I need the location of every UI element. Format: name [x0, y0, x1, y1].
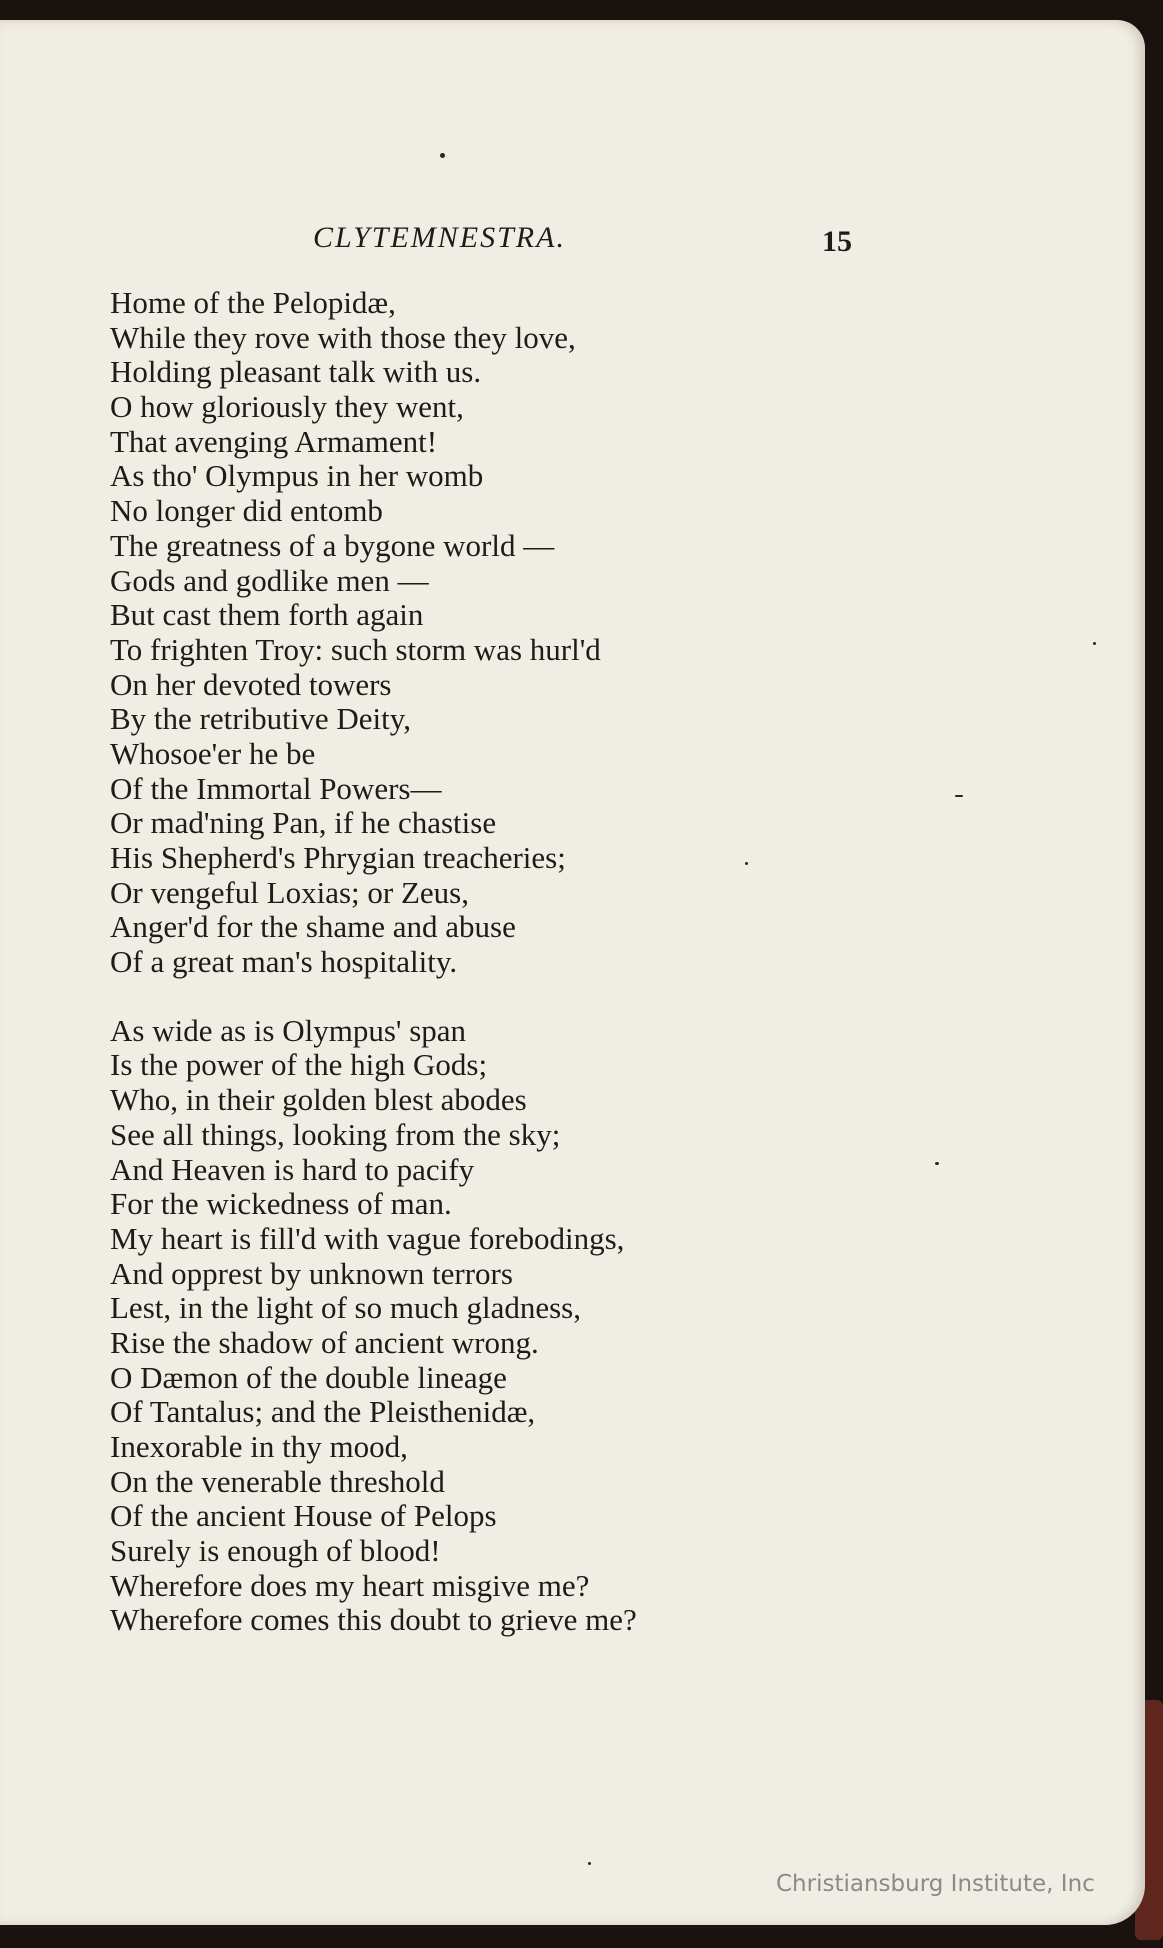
poem-line: By the retributive Deity,: [110, 701, 412, 737]
poem-line: Anger'd for the shame and abuse: [110, 909, 516, 945]
ink-speck: [1093, 642, 1096, 645]
poem-line: On the venerable threshold: [110, 1463, 445, 1499]
poem-line: Or vengeful Loxias; or Zeus,: [110, 874, 469, 910]
poem-line: The greatness of a bygone world —: [110, 527, 555, 563]
poem-line: Of Tantalus; and the Pleisthenidæ,: [110, 1394, 536, 1430]
poem-line: His Shepherd's Phrygian treacheries;: [110, 840, 566, 875]
poem-line: Rise the shadow of ancient wrong.: [110, 1324, 539, 1360]
watermark: Christiansburg Institute, Inc: [776, 1871, 1095, 1897]
page-header: [0, 203, 1145, 263]
poem-line: Wherefore does my heart misgive me?: [110, 1567, 590, 1603]
poem-line: On her devoted towers: [110, 666, 392, 702]
ink-speck: [440, 153, 445, 158]
poem-text: [110, 286, 1010, 1638]
poem-line: Home of the Pelopidæ,: [110, 285, 396, 320]
poem-line: But cast them forth again: [110, 597, 424, 633]
poem-line: While they rove with those they love,: [110, 319, 576, 355]
poem-line: Of the ancient House of Pelops: [110, 1498, 497, 1534]
poem-line: My heart is fill'd with vague forebodings,: [110, 1220, 625, 1256]
poem-line: Lest, in the light of so much gladness,: [110, 1290, 581, 1326]
poem-line: Is the power of the high Gods;: [110, 1047, 488, 1083]
stanza: [110, 286, 1010, 980]
poem-line: O how gloriously they went,: [110, 389, 464, 425]
poem-line: Or mad'ning Pan, if he chastise: [110, 805, 497, 841]
book-page: [0, 20, 1145, 1925]
poem-line: As wide as is Olympus' span: [110, 1012, 467, 1048]
stanza: [110, 1014, 1010, 1638]
poem-line: Wherefore comes this doubt to grieve me?: [110, 1602, 637, 1638]
poem-line: Who, in their golden blest abodes: [110, 1082, 527, 1118]
ink-speck: [588, 1862, 591, 1865]
poem-line: Whosoe'er he be: [110, 735, 316, 771]
poem-line: Of the Immortal Powers—: [110, 770, 442, 806]
poem-line: O Dæmon of the double lineage: [110, 1359, 507, 1395]
poem-line: Of a great man's hospitality.: [110, 944, 458, 980]
poem-line: Holding pleasant talk with us.: [110, 354, 482, 390]
poem-line: Gods and godlike men —: [110, 562, 429, 598]
poem-line: That avenging Armament!: [110, 423, 438, 459]
poem-line: To frighten Troy: such storm was hurl'd: [110, 631, 601, 667]
running-title: CLYTEMNESTRA.: [313, 221, 566, 254]
poem-line: Surely is enough of blood!: [110, 1533, 441, 1569]
poem-line: For the wickedness of man.: [110, 1186, 452, 1222]
poem-line: Inexorable in thy mood,: [110, 1429, 408, 1464]
poem-line: No longer did entomb: [110, 493, 383, 529]
page-number: 15: [822, 225, 852, 258]
poem-line: And opprest by unknown terrors: [110, 1255, 513, 1291]
poem-line: And Heaven is hard to pacify: [110, 1151, 475, 1187]
poem-line: See all things, looking from the sky;: [110, 1116, 561, 1152]
poem-line: As tho' Olympus in her womb: [110, 458, 484, 494]
